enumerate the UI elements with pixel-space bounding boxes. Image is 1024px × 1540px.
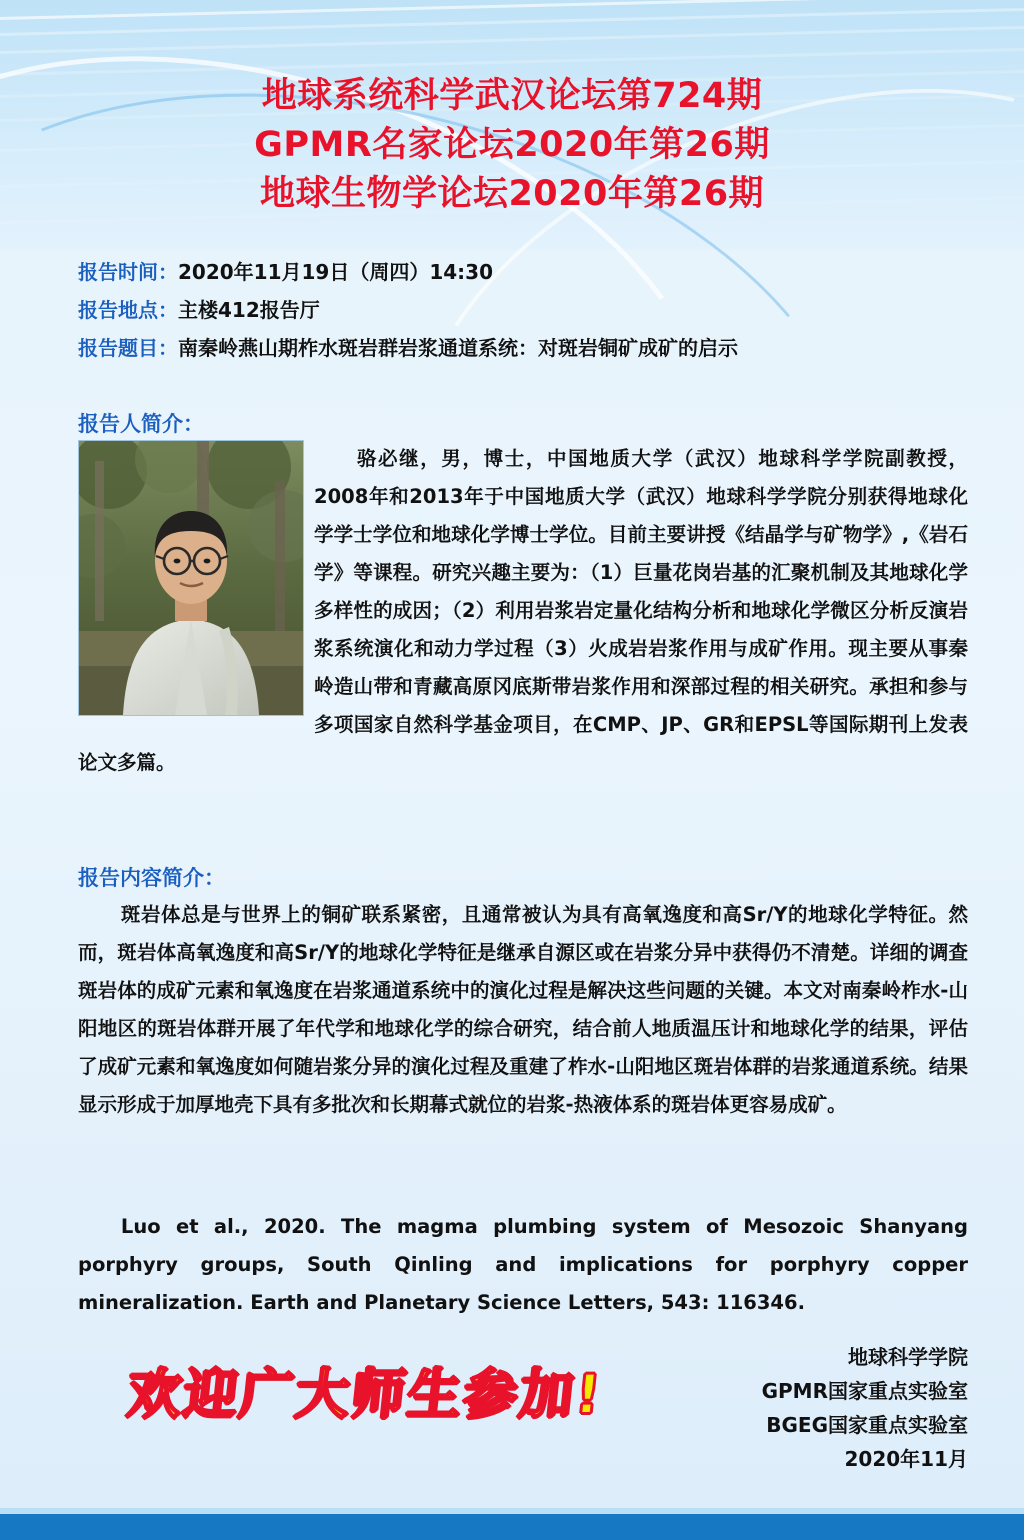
speaker-photo	[78, 440, 304, 716]
speaker-section-heading: 报告人简介：	[78, 412, 204, 436]
poster-title-block	[0, 72, 1024, 219]
poster-title-line-1: 地球系统科学武汉论坛第724期	[261, 76, 763, 116]
footer-bar	[0, 1514, 1024, 1540]
citation-block	[78, 1208, 968, 1322]
abstract-section-heading: 报告内容简介：	[78, 866, 225, 890]
speaker-portrait-image	[79, 441, 303, 715]
organizer-signature	[762, 1340, 968, 1476]
abstract-body	[78, 896, 968, 1124]
signature-line-2: GPMR国家重点实验室	[761, 1379, 968, 1403]
poster-title-line-3: 地球生物学论坛2020年第26期	[259, 174, 765, 214]
meta-row-topic	[78, 334, 978, 362]
abstract-text: 斑岩体总是与世界上的铜矿联系紧密，且通常被认为具有高氧逸度和高Sr/Y的地球化学特征。然而，斑岩体高氧逸度和高Sr/Y的地球化学特征是继承自源区或在岩浆分异中获得仍不清楚。详细的调查斑岩体的成矿元素和氧逸度在岩浆通道系统中的演化过程是解决这些问题的关键。本文对南秦岭柞水-山阳地区的斑岩体群开展了年代学和地球化学的综合研究，结合前人地质温压计和地球化学的结果，评估了成矿元素和氧逸度如何随岩浆分异的演化过程及重建了柞水-山阳地区斑岩体群的岩浆通道系统。结果显示形成于加厚地壳下具有多批次和长期幕式就位的岩浆-热液体系的斑岩体更容易成矿。	[78, 903, 968, 1116]
poster-title-line-2: GPMR名家论坛2020年第26期	[254, 125, 770, 165]
citation-text: Luo et al., 2020. The magma plumbing system of Mesozoic Shanyang porphyry groups, South Qinling and implications for porphyry copper mineralization. Earth and Planetary Science Letters, 543: 116346.	[78, 1215, 968, 1314]
meta-value-time: 2020年11月19日（周四）14:30	[178, 260, 493, 284]
meta-row-time	[78, 258, 978, 286]
event-meta-list	[78, 258, 978, 372]
meta-label-topic: 报告题目：	[78, 336, 178, 360]
band-stripe	[0, 0, 1024, 21]
signature-date: 2020年11月	[844, 1447, 968, 1471]
signature-line-1: 地球科学学院	[848, 1345, 968, 1369]
welcome-banner: 欢迎广大师生参加!	[124, 1363, 606, 1426]
speaker-bio-text: 骆必继，男，博士，中国地质大学（武汉）地球科学学院副教授，2008年和2013年于中国地质大学（武汉）地球科学学院分别获得地球化学学士学位和地球化学博士学位。目前主要讲授《结晶学与矿物学》,《岩石学》等课程。研究兴趣主要为：（1）巨量花岗岩基的汇聚机制及其地球化学多样性的成因；（2）利用岩浆岩定量化结构分析和地球化学微区分析反演岩浆系统演化和动力学过程（3）火成岩岩浆作用与成矿作用。现主要从事秦岭造山带和青藏高原冈底斯带岩浆作用和深部过程的相关研究。承担和参与多项国家自然科学基金项目，在CMP、JP、GR和EPSL等国际期刊上发表论文多篇。	[78, 447, 968, 774]
meta-label-location: 报告地点：	[78, 298, 178, 322]
meta-label-time: 报告时间：	[78, 260, 178, 284]
signature-line-3: BGEG国家重点实验室	[766, 1413, 968, 1437]
meta-value-topic: 南秦岭燕山期柞水斑岩群岩浆通道系统：对斑岩铜矿成矿的启示	[178, 336, 738, 360]
meta-value-location: 主楼412报告厅	[178, 298, 320, 322]
meta-row-location	[78, 296, 978, 324]
